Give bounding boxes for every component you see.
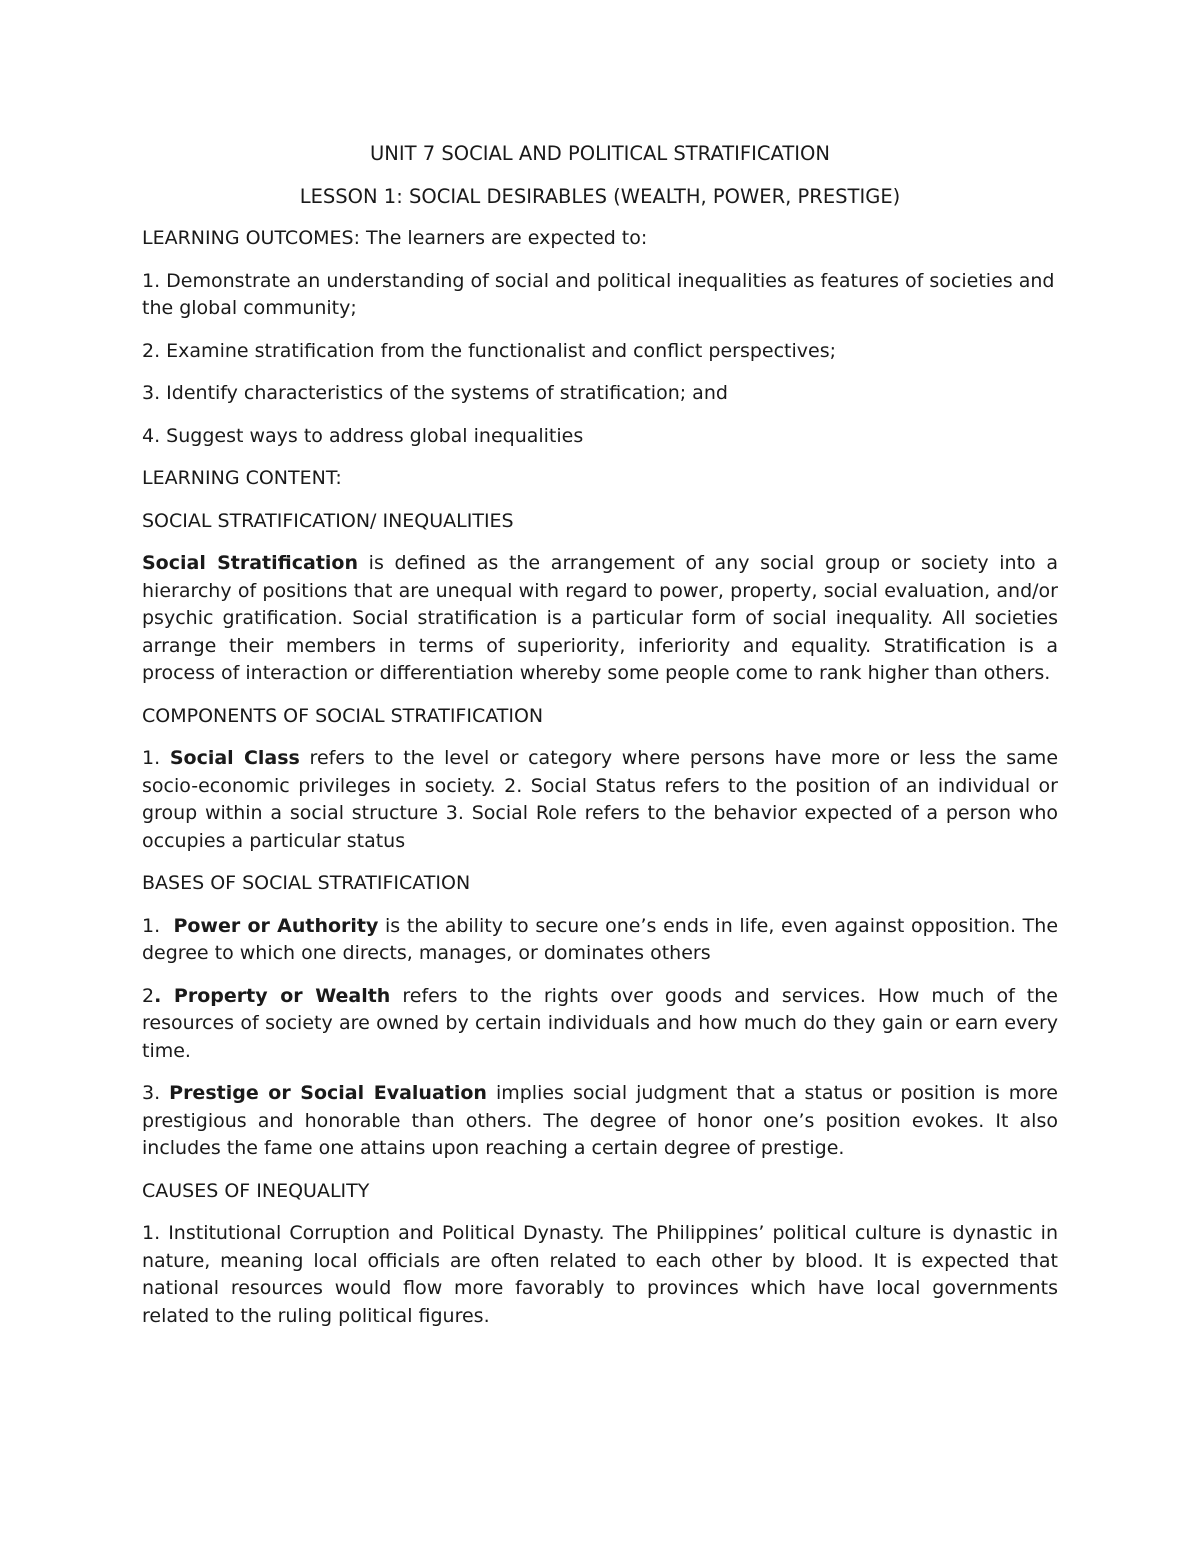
section-stratification-heading: SOCIAL STRATIFICATION/ INEQUALITIES — [142, 509, 514, 532]
bases-item-prefix: 2 — [142, 984, 155, 1007]
bases-item-power — [142, 913, 1058, 968]
content-heading: LEARNING CONTENT: — [142, 467, 342, 489]
components-paragraph — [142, 745, 1058, 855]
outcome-item-2: 2. Examine stratification from the functionalist and conflict perspectives; — [142, 339, 837, 362]
outcome-item-4: 4. Suggest ways to address global inequalities — [142, 424, 584, 447]
stratification-definition — [142, 550, 1058, 688]
causes-paragraph: 1. Institutional Corruption and Political Dynasty. The Philippines’ political culture is dynastic in nature, meaning local officials are often related to each other by blood. It is expected that national resources would flow more favorably to provinces which have local governments related to the ruling political figures. — [142, 1222, 1058, 1327]
components-prefix: 1. — [142, 747, 170, 769]
bases-item-prefix: 3. — [142, 1082, 170, 1104]
lesson-title: LESSON 1: SOCIAL DESIRABLES (WEALTH, POWER, PRESTIGE) — [299, 184, 901, 208]
social-class-term: Social Class — [169, 747, 300, 769]
power-text: is the ability to secure one’s ends in life, even against opposition. The degree to which one directs, manages, or dominates others — [142, 914, 1059, 964]
power-term: Power or Authority — [173, 914, 379, 937]
stratification-term: Social Stratification — [142, 552, 358, 574]
bases-item-property — [142, 983, 1058, 1066]
components-text: refers to the level or category where persons have more or less the same socio-economic privileges in society. 2. Social Status refers to the position of an individual or group within a social structure 3. Social Role refers to the behavior expected of a person who occupies a particular status — [142, 747, 1059, 852]
prestige-term: Prestige or Social Evaluation — [169, 1082, 487, 1104]
outcome-item-3: 3. Identify characteristics of the systems of stratification; and — [142, 382, 728, 404]
unit-title: UNIT 7 SOCIAL AND POLITICAL STRATIFICATION — [370, 142, 830, 165]
outcome-item-1: 1. Demonstrate an understanding of social and political inequalities as features of societies and the global community; — [142, 269, 1055, 319]
stratification-text: is defined as the arrangement of any social group or society into a hierarchy of positions that are unequal with regard to power, property, social evaluation, and/or psychic gratification. Social stratification is a particular form of social inequality. All societies arrange their members in terms of superiority, inferiority and equality. Stratification is a process of interaction or differentiation whereby some people come to rank higher than others. — [142, 552, 1058, 684]
property-term: . Property or Wealth — [154, 984, 391, 1007]
property-text: refers to the rights over goods and services. How much of the resources of society are owned by certain individuals and how much do they gain or earn every time. — [142, 984, 1058, 1062]
prestige-text: implies social judgment that a status or position is more prestigious and honorable than others. The degree of honor one’s position evokes. It also includes the fame one attains upon reaching a certain degree of prestige. — [142, 1082, 1058, 1159]
bases-item-prestige — [142, 1080, 1058, 1163]
bases-item-prefix: 1. — [142, 914, 174, 937]
outcomes-heading: LEARNING OUTCOMES: The learners are expected to: — [142, 227, 648, 249]
causes-heading: CAUSES OF INEQUALITY — [142, 1179, 370, 1202]
document-page — [142, 140, 1058, 1345]
components-heading: COMPONENTS OF SOCIAL STRATIFICATION — [142, 704, 544, 727]
bases-heading: BASES OF SOCIAL STRATIFICATION — [142, 872, 471, 894]
